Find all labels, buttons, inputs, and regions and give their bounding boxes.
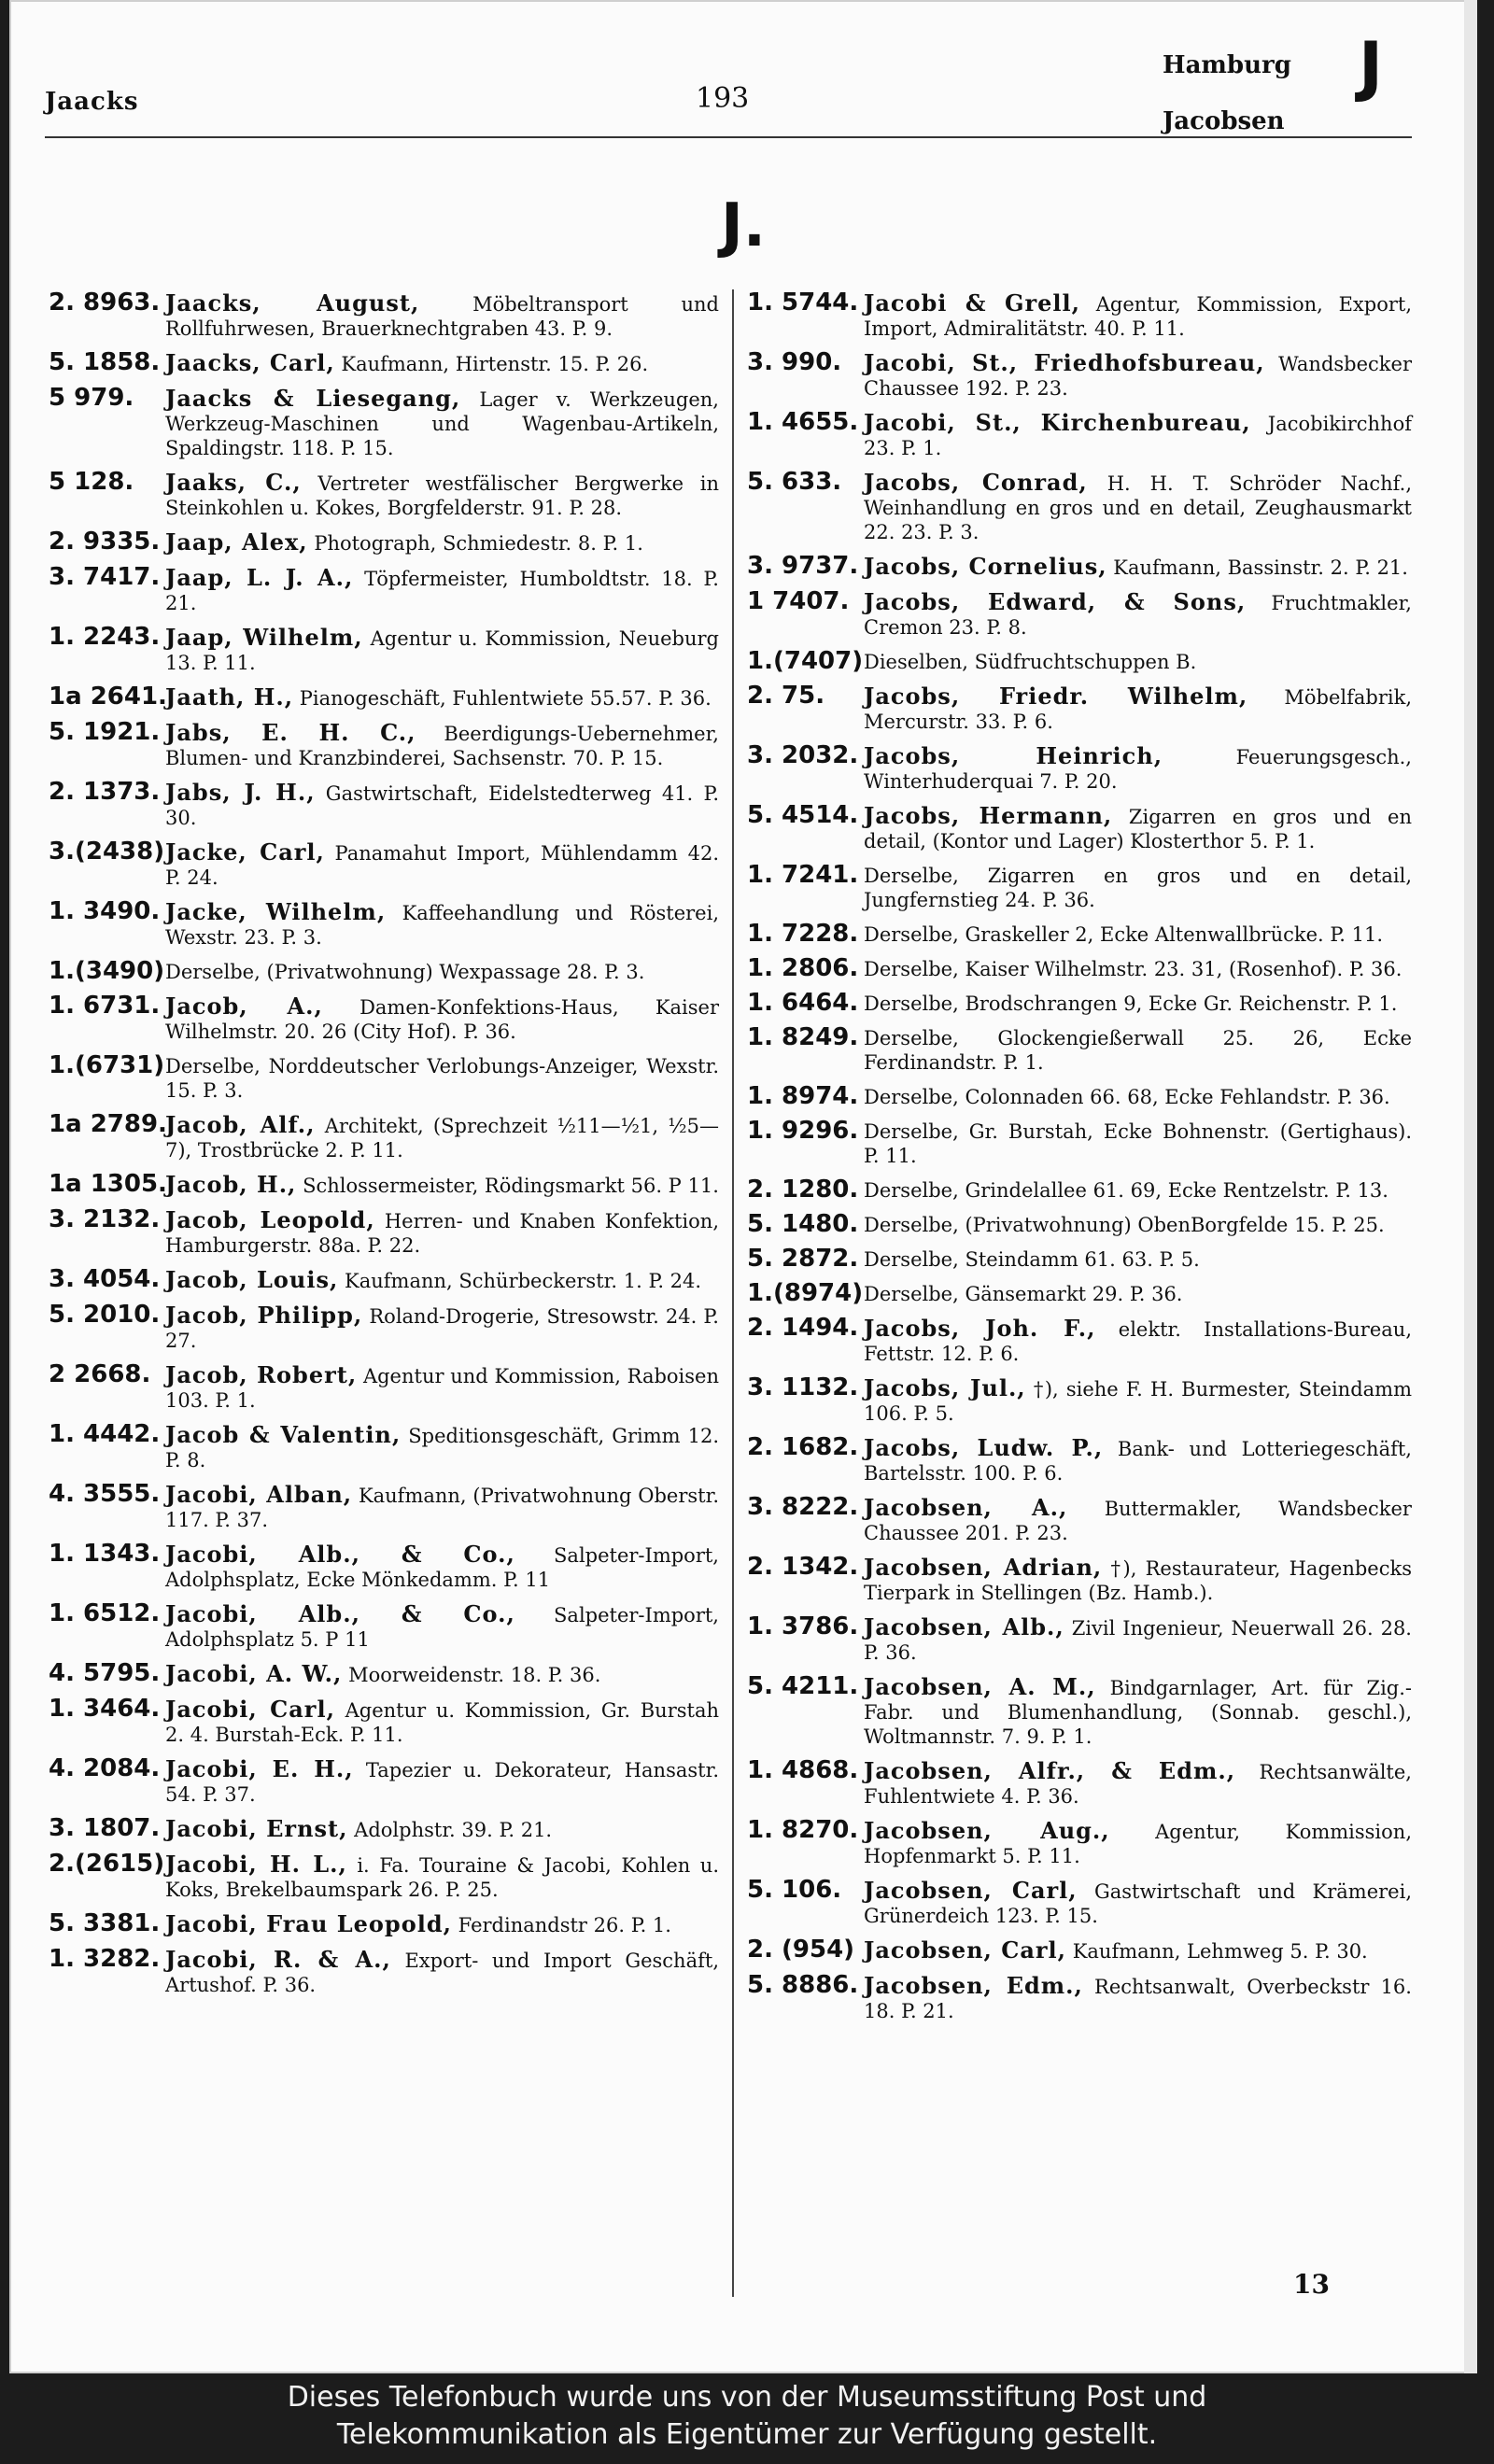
entry-details: Derselbe, Grindelallee 61. 69, Ecke Rentzelstr. P. 13.: [864, 1179, 1388, 1202]
page-edge: [1464, 0, 1477, 2373]
entry-details: Derselbe, Gr. Burstah, Ecke Bohnenstr. (Gertighaus). P. 11.: [864, 1120, 1412, 1167]
directory-entry: [49, 685, 719, 711]
entry-details: Derselbe, (Privatwohnung) Wexpassage 28. P. 3.: [165, 961, 645, 983]
directory-entry: [49, 1265, 719, 1293]
directory-entry: [49, 840, 719, 890]
directory-entry: [747, 1210, 1412, 1238]
entry-details: Derselbe, Glockengießerwall 25. 26, Ecke Ferdinandstr. P. 1.: [864, 1027, 1412, 1074]
entry-details: Moorweidenstr. 18. P. 36.: [348, 1664, 601, 1686]
footer-line-1: Dieses Telefonbuch wurde uns von der Museumsstiftung Post und: [287, 2381, 1207, 2414]
phone-number: 1. 1343.: [49, 1540, 161, 1568]
entry-details: Wandsbecker Chaussee 192. P. 23.: [864, 353, 1412, 400]
directory-entry: [49, 718, 719, 770]
entry-details: Rechtsanwälte, Fuhlentwiete 4. P. 36.: [864, 1761, 1412, 1808]
column-divider: [732, 289, 734, 2297]
entry-name: Jacob, H.,: [165, 1171, 297, 1198]
directory-entry: [747, 1816, 1412, 1868]
entry-name: Jacobi, Ernst,: [165, 1815, 348, 1842]
header-right-block: [1163, 37, 1291, 149]
phone-number: 1. 8270.: [747, 1816, 859, 1844]
entry-name: Jacob, Leopold,: [165, 1206, 375, 1233]
entry-details: †), siehe F. H. Burmester, Steindamm 106. P. 5.: [864, 1378, 1412, 1425]
entry-details: Pianogeschäft, Fuhlentwiete 55.57. P. 36.: [299, 687, 712, 710]
phone-number: 3. 9737.: [747, 552, 859, 580]
phone-number: 5. 8886.: [747, 1971, 859, 1999]
entry-name: Jacob, Alf.,: [165, 1111, 316, 1138]
entry-name: Jacobi, St., Friedhofsbureau,: [864, 349, 1265, 376]
phone-number: 1. 4868.: [747, 1756, 859, 1784]
entry-details: Agentur, Kommission, Export, Import, Admiralitätstr. 40. P. 11.: [864, 293, 1413, 340]
phone-number: 3. 990.: [747, 348, 842, 376]
phone-number: 1 7407.: [747, 587, 850, 615]
entry-name: Jacobi, Frau Leopold,: [165, 1910, 452, 1937]
phone-number: 2. 1682.: [747, 1433, 859, 1461]
directory-entry: [49, 1542, 719, 1592]
entry-name: Jaath, H.,: [165, 683, 294, 711]
entry-details: Adolphstr. 39. P. 21.: [354, 1819, 553, 1841]
directory-entry: [49, 1420, 719, 1472]
directory-entry: [747, 348, 1412, 401]
phone-number: 1. 6464.: [747, 989, 859, 1017]
entry-name: Jaaks, C.,: [165, 469, 302, 496]
directory-entry: [747, 954, 1412, 982]
entry-details: Agentur u. Kommission, Neueburg 13. P. 11.: [165, 627, 719, 674]
phone-number: 5. 3381.: [49, 1909, 161, 1937]
entry-details: Gastwirtschaft und Krämerei, Grünerdeich 123. P. 15.: [864, 1880, 1412, 1927]
left-column: [49, 291, 719, 2007]
entry-name: Jacobsen, Carl,: [864, 1936, 1067, 1964]
phone-number: 1. 6731.: [49, 992, 161, 1020]
directory-entry: [747, 1247, 1412, 1272]
directory-entry: [49, 1659, 719, 1687]
entry-details: Architekt, (Sprechzeit ½11—½1, ½5—7), Trostbrücke 2. P. 11.: [165, 1115, 720, 1162]
phone-number: 4. 2084.: [49, 1754, 161, 1782]
directory-entry: [49, 1480, 719, 1532]
phone-number: 1. 2806.: [747, 954, 859, 982]
entry-name: Jacobsen, Aug.,: [864, 1817, 1110, 1844]
phone-number: 5 979.: [49, 384, 134, 412]
entry-name: Jacobi, Alban,: [165, 1481, 353, 1508]
sheet-number: 13: [1293, 2269, 1330, 2300]
directory-entry: [747, 468, 1413, 544]
directory-entry: [747, 1876, 1412, 1928]
entry-details: Derselbe, Zigarren en gros und en detail, Jungfernstieg 24. P. 36.: [864, 865, 1412, 911]
phone-number: 1. 3490.: [49, 897, 161, 925]
entry-details: Möbeltransport und Rollfuhrwesen, Brauerknechtgraben 43. P. 9.: [165, 293, 719, 340]
phone-number: 4. 3555.: [49, 1480, 161, 1508]
phone-number: 2. 8963.: [49, 289, 161, 317]
phone-number: 5. 4514.: [747, 801, 859, 829]
entry-name: Jaacks & Liesegang,: [165, 385, 461, 412]
directory-entry: [49, 468, 719, 520]
entry-details: †), Restaurateur, Hagenbecks Tierpark in Stellingen (Bz. Hamb.).: [864, 1557, 1412, 1604]
directory-entry: [49, 291, 719, 341]
entry-name: Jacobsen, A.,: [864, 1494, 1068, 1521]
phone-number: 5. 2010.: [49, 1301, 161, 1329]
entry-name: Jacobs, Friedr. Wilhelm,: [864, 683, 1248, 710]
directory-entry: [49, 1909, 719, 1937]
phone-number: 1. 6512.: [49, 1599, 161, 1627]
phone-number: 2. 75.: [747, 682, 825, 710]
directory-entry: [49, 1051, 719, 1103]
phone-number: 1. 3282.: [49, 1945, 161, 1973]
phone-number: 2. 1280.: [747, 1176, 859, 1204]
entry-name: Jacobsen, A. M.,: [864, 1673, 1096, 1700]
directory-entry: [747, 684, 1412, 734]
entry-details: Schlossermeister, Rödingsmarkt 56. P 11.: [303, 1175, 719, 1197]
directory-entry: [49, 778, 719, 830]
entry-details: Kaufmann, Hirtenstr. 15. P. 26.: [341, 353, 649, 375]
entry-name: Jacobi, Alb., & Co.,: [165, 1600, 515, 1627]
entry-details: Vertreter westfälischer Bergwerke in Steinkohlen u. Kokes, Borgfelderstr. 91. P. 28.: [165, 472, 719, 519]
phone-number: 2.(2615): [49, 1850, 165, 1878]
directory-entry: [49, 530, 719, 556]
phone-number: 2. 1494.: [747, 1314, 859, 1342]
directory-entry: [747, 408, 1412, 460]
entry-name: Jacobsen, Carl,: [864, 1877, 1078, 1904]
directory-entry: [747, 1178, 1412, 1203]
entry-name: Jacobsen, Alfr., & Edm.,: [864, 1757, 1236, 1784]
phone-number: 3. 1807.: [49, 1814, 161, 1842]
directory-entry: [49, 1754, 719, 1807]
directory-entry: [747, 1971, 1412, 2023]
directory-entry: [747, 1082, 1412, 1110]
directory-entry: [747, 1672, 1412, 1749]
entry-name: Jacobs, Conrad,: [864, 469, 1088, 496]
directory-entry: [49, 897, 719, 950]
directory-entry: [747, 1433, 1412, 1485]
footer-notice: [0, 2373, 1494, 2464]
entry-details: Speditionsgeschäft, Grimm 12. P. 8.: [165, 1425, 719, 1471]
entry-details: Kaufmann, Bassinstr. 2. P. 21.: [1113, 556, 1408, 579]
entry-name: Jacob, A.,: [165, 993, 323, 1020]
directory-entry: [747, 1119, 1412, 1168]
phone-number: 4. 5795.: [49, 1659, 161, 1687]
directory-entry: [49, 623, 719, 675]
directory-entry: [747, 647, 1412, 675]
entry-name: Jacobs, Edward, & Sons,: [864, 588, 1247, 615]
directory-entry: [49, 1110, 720, 1162]
phone-number: 1. 4442.: [49, 1420, 161, 1448]
entry-name: Jacke, Wilhelm,: [165, 898, 387, 925]
directory-entry: [747, 1373, 1412, 1426]
directory-entry: [49, 1814, 719, 1842]
phone-number: 1a 1305.: [49, 1170, 167, 1198]
entry-name: Jacob, Philipp,: [165, 1302, 363, 1329]
phone-number: 2. (954): [747, 1936, 855, 1964]
phone-number: 2. 9335.: [49, 528, 161, 556]
entry-name: Jacobsen, Edm.,: [864, 1972, 1083, 1999]
directory-entry: [49, 994, 719, 1044]
phone-number: 1a 2641.: [49, 683, 167, 711]
entry-details: Agentur, Kommission, Hopfenmarkt 5. P. 11.: [864, 1821, 1412, 1867]
phone-number: 1. 8974.: [747, 1082, 859, 1110]
directory-entry: [49, 1697, 719, 1747]
entry-name: Jacobi & Grell,: [864, 289, 1080, 317]
phone-number: 1. 5744.: [747, 289, 859, 317]
phone-number: 1a 2789.: [49, 1110, 167, 1138]
directory-entry: [747, 741, 1412, 794]
entry-name: Jacob & Valentin,: [165, 1421, 402, 1448]
phone-number: 5 128.: [49, 468, 134, 496]
header-page-number: 193: [696, 82, 750, 115]
phone-number: 3. 4054.: [49, 1265, 161, 1293]
section-letter: J.: [720, 191, 767, 260]
entry-details: H. H. T. Schröder Nachf., Weinhandlung en gros und en detail, Zeughausmarkt 22. 23. P. 3.: [864, 472, 1413, 543]
entry-details: Lager v. Werkzeugen, Werkzeug-Maschinen und Wagenbau-Artikeln, Spaldingstr. 118. P. 15.: [165, 388, 719, 459]
directory-entry: [747, 801, 1412, 853]
entry-name: Jacobi, Alb., & Co.,: [165, 1541, 515, 1568]
directory-entry: [747, 1756, 1412, 1809]
directory-entry: [747, 1493, 1412, 1545]
phone-number: 1.(6731): [49, 1051, 165, 1079]
entry-details: Derselbe, (Privatwohnung) ObenBorgfelde 15. P. 25.: [864, 1214, 1385, 1236]
right-column: [747, 291, 1412, 2034]
entry-details: Tapezier u. Dekorateur, Hansastr. 54. P. 37.: [165, 1759, 719, 1806]
directory-entry: [747, 1316, 1412, 1366]
entry-details: Beerdigungs-Uebernehmer, Blumen- und Kranzbinderei, Sachsenstr. 70. P. 15.: [165, 723, 719, 769]
entry-name: Jacobi, St., Kirchenbureau,: [864, 409, 1251, 436]
phone-number: 1. 3786.: [747, 1612, 859, 1640]
entry-details: Damen-Konfektions-Haus, Kaiser Wilhelmstr. 20. 26 (City Hof). P. 36.: [165, 996, 719, 1043]
phone-number: 5. 4211.: [747, 1672, 859, 1700]
entry-details: Panamahut Import, Mühlendamm 42. P. 24.: [165, 842, 719, 889]
entry-name: Jacobs, Ludw. P.,: [864, 1434, 1104, 1461]
phone-number: 1. 7241.: [747, 861, 859, 889]
entry-details: Möbelfabrik, Mercurstr. 33. P. 6.: [864, 686, 1412, 733]
entry-name: Jacobs, Hermann,: [864, 802, 1113, 829]
phone-number: 3. 1132.: [747, 1373, 859, 1401]
entry-details: Feuerungsgesch., Winterhuderquai 7. P. 20.: [864, 746, 1412, 793]
directory-entry: [747, 1023, 1412, 1075]
entry-details: Derselbe, Norddeutscher Verlobungs-Anzeiger, Wexstr. 15. P. 3.: [165, 1055, 719, 1102]
entry-details: Dieselben, Südfruchtschuppen B.: [864, 651, 1197, 673]
directory-entry: [49, 348, 719, 376]
directory-entry: [747, 989, 1412, 1017]
entry-details: Kaufmann, (Privatwohnung Oberstr. 117. P. 37.: [165, 1485, 719, 1531]
phone-number: 3. 7417.: [49, 563, 161, 591]
entry-details: Salpeter-Import, Adolphsplatz 5. P 11: [165, 1604, 719, 1651]
header-city: Hamburg: [1163, 51, 1291, 79]
entry-name: Jacob, Louis,: [165, 1266, 339, 1293]
entry-details: Agentur und Kommission, Raboisen 103. P. 1.: [165, 1365, 719, 1412]
phone-number: 5. 1858.: [49, 348, 161, 376]
entry-name: Jacobi, R. & A.,: [165, 1946, 391, 1973]
directory-entry: [747, 552, 1412, 580]
phone-number: 1.(3490): [49, 957, 165, 985]
phone-number: 5. 1480.: [747, 1210, 859, 1238]
phone-number: 2. 1373.: [49, 778, 161, 806]
phone-number: 3. 2132.: [49, 1205, 161, 1233]
directory-entry: [747, 291, 1412, 341]
phone-number: 3.(2438): [49, 838, 165, 866]
directory-entry: [49, 1945, 719, 1997]
entry-name: Jaap, L. J. A.,: [165, 564, 354, 591]
entry-name: Jaacks, Carl,: [165, 349, 335, 376]
directory-entry: [49, 957, 719, 985]
directory-entry: [747, 587, 1412, 640]
directory-entry: [49, 563, 719, 615]
entry-name: Jacobi, H. L.,: [165, 1851, 347, 1878]
entry-details: Zigarren en gros und en detail, (Kontor und Lager) Klosterthor 5. P. 1.: [864, 806, 1412, 852]
entry-name: Jacobs, Heinrich,: [864, 742, 1163, 769]
entry-details: Derselbe, Brodschrangen 9, Ecke Gr. Reichenstr. P. 1.: [864, 993, 1398, 1015]
entry-name: Jacobi, E. H.,: [165, 1755, 354, 1782]
entry-details: Derselbe, Steindamm 61. 63. P. 5.: [864, 1248, 1200, 1271]
entry-details: Bank- und Lotteriegeschäft, Bartelsstr. 100. P. 6.: [864, 1438, 1412, 1485]
header-letter: J: [1359, 28, 1384, 105]
phone-number: 5. 106.: [747, 1876, 842, 1904]
phone-number: 1.(7407): [747, 647, 864, 675]
phone-number: 1. 3464.: [49, 1695, 161, 1723]
phone-number: 1. 7228.: [747, 920, 859, 948]
entry-details: Gastwirtschaft, Eidelstedterweg 41. P. 30.: [165, 782, 719, 829]
phone-number: 2 2668.: [49, 1360, 151, 1388]
entry-details: Herren- und Knaben Konfektion, Hamburgerstr. 88a. P. 22.: [165, 1210, 719, 1257]
entry-details: Derselbe, Gänsemarkt 29. P. 36.: [864, 1283, 1183, 1305]
phone-number: 1. 8249.: [747, 1023, 859, 1051]
entry-details: Kaufmann, Lehmweg 5. P. 30.: [1072, 1940, 1368, 1963]
phone-number: 1. 4655.: [747, 408, 859, 436]
entry-name: Jaap, Wilhelm,: [165, 624, 363, 651]
directory-entry: [49, 1205, 719, 1258]
entry-details: i. Fa. Touraine & Jacobi, Kohlen u. Koks, Brekelbaumspark 26. P. 25.: [165, 1854, 720, 1901]
entry-details: Ferdinandstr 26. P. 1.: [458, 1914, 671, 1936]
entry-details: Kaufmann, Schürbeckerstr. 1. P. 24.: [345, 1270, 702, 1292]
header-left-word: Jaacks: [45, 88, 139, 116]
entry-name: Jacke, Carl,: [165, 838, 325, 866]
directory-entry: [747, 922, 1412, 947]
directory-entry: [49, 1303, 719, 1353]
phone-number: 1.(8974): [747, 1279, 864, 1307]
directory-entry: [49, 384, 719, 460]
entry-details: Photograph, Schmiedestr. 8. P. 1.: [314, 532, 643, 555]
entry-name: Jaap, Alex,: [165, 528, 308, 556]
entry-details: Derselbe, Kaiser Wilhelmstr. 23. 31, (Rosenhof). P. 36.: [864, 958, 1402, 980]
entry-details: Agentur u. Kommission, Gr. Burstah 2. 4. Burstah-Eck. P. 11.: [165, 1699, 720, 1746]
entry-name: Jacobs, Jul.,: [864, 1374, 1026, 1401]
directory-entry: [49, 1360, 719, 1413]
phone-number: 1. 9296.: [747, 1117, 859, 1145]
directory-entry: [49, 1170, 719, 1198]
entry-details: Salpeter-Import, Adolphsplatz, Ecke Mönkedamm. P. 11: [165, 1544, 719, 1591]
entry-details: Roland-Drogerie, Stresowstr. 24. P. 27.: [165, 1305, 719, 1352]
entry-details: Derselbe, Colonnaden 66. 68, Ecke Fehlandstr. P. 36.: [864, 1086, 1390, 1108]
directory-entry: [747, 1553, 1412, 1605]
entry-details: Export- und Import Geschäft, Artushof. P. 36.: [165, 1950, 719, 1996]
entry-name: Jacobi, Carl,: [165, 1696, 335, 1723]
entry-details: Zivil Ingenieur, Neuerwall 26. 28. P. 36.: [864, 1617, 1412, 1664]
directory-entry: [49, 1852, 719, 1902]
entry-name: Jabs, E. H. C.,: [165, 719, 416, 746]
phone-number: 5. 2872.: [747, 1245, 859, 1273]
directory-entry: [49, 1599, 719, 1652]
directory-entry: [747, 1612, 1412, 1665]
entry-name: Jaacks, August,: [165, 289, 420, 317]
entry-name: Jacobs, Joh. F.,: [864, 1315, 1096, 1342]
phone-number: 3. 2032.: [747, 741, 859, 769]
entry-details: Derselbe, Graskeller 2, Ecke Altenwallbrücke. P. 11.: [864, 923, 1384, 946]
entry-details: Jacobikirchhof 23. P. 1.: [864, 413, 1412, 459]
entry-name: Jacobs, Cornelius,: [864, 553, 1107, 580]
entry-name: Jacobsen, Adrian,: [864, 1554, 1103, 1581]
directory-entry: [747, 1938, 1412, 1964]
entry-details: Töpfermeister, Humboldtstr. 18. P. 21.: [165, 568, 719, 614]
entry-details: Fruchtmakler, Cremon 23. P. 8.: [864, 592, 1412, 639]
header-rule: [45, 136, 1412, 138]
entry-details: Buttermakler, Wandsbecker Chaussee 201. P. 23.: [864, 1498, 1412, 1544]
footer-line-2: Telekommunikation als Eigentümer zur Verfügung gestellt.: [336, 2418, 1158, 2451]
phone-number: 5. 633.: [747, 468, 842, 496]
phone-number: 2. 1342.: [747, 1553, 859, 1581]
entry-details: Bindgarnlager, Art. für Zig.-Fabr. und Blumenhandlung, (Sonnab. geschl.), Woltmannstr. 7. 9. P. 1.: [864, 1677, 1412, 1748]
entry-details: elektr. Installations-Bureau, Fettstr. 12. P. 6.: [864, 1318, 1412, 1365]
phone-number: 5. 1921.: [49, 718, 161, 746]
directory-entry: [747, 1279, 1412, 1307]
entry-name: Jacobi, A. W.,: [165, 1660, 343, 1687]
entry-name: Jacob, Robert,: [165, 1361, 358, 1388]
entry-name: Jacobsen, Alb.,: [864, 1613, 1064, 1640]
header-right-word: Jacobsen: [1163, 107, 1285, 135]
directory-entry: [747, 861, 1412, 912]
entry-details: Kaffeehandlung und Rösterei, Wexstr. 23. P. 3.: [165, 902, 719, 949]
phone-number: 1. 2243.: [49, 623, 161, 651]
entry-name: Jabs, J. H.,: [165, 779, 316, 806]
phone-number: 3. 8222.: [747, 1493, 859, 1521]
entry-details: Rechtsanwalt, Overbeckstr 16. 18. P. 21.: [864, 1976, 1412, 2022]
scanned-page: [9, 0, 1477, 2373]
